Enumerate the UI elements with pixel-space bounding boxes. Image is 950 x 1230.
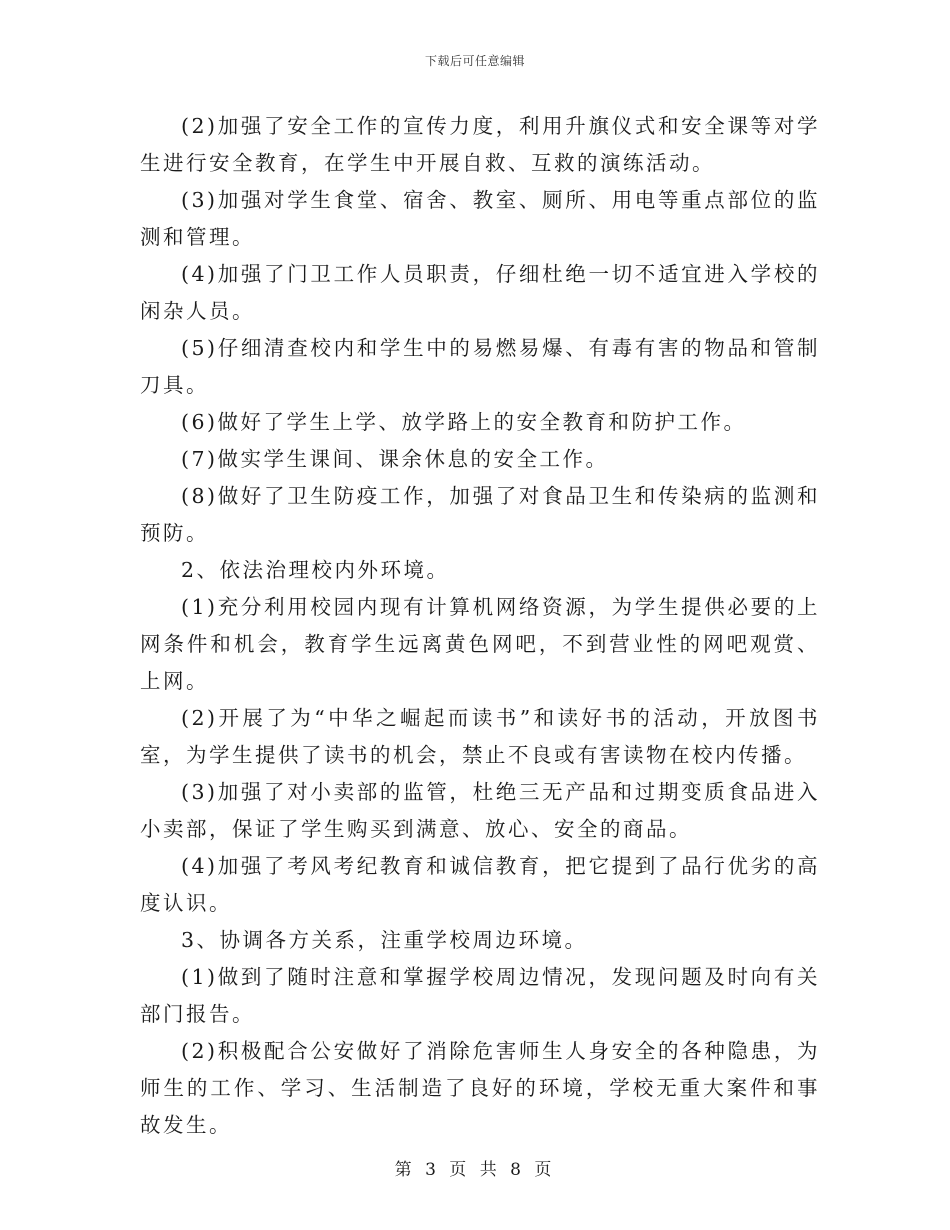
section-heading-2: 2、依法治理校内外环境。 — [181, 558, 450, 582]
paragraph-item-1-network: (1)充分利用校园内现有计算机网络资源，为学生提供必要的上网条件和机会，教育学生远离黄色网吧，不到营业性的网吧观赏、上网。 — [140, 595, 820, 693]
paragraph-item-7-break-safety: (7)做实学生课间、课余休息的安全工作。 — [181, 447, 609, 471]
paragraph-item-6-commute-safety: (6)做好了学生上学、放学路上的安全教育和防护工作。 — [181, 410, 747, 434]
paragraph-item-3-shop: (3)加强了对小卖部的监管，杜绝三无产品和过期变质食品进入小卖部，保证了学生购买到满意、放心、安全的商品。 — [140, 780, 820, 841]
paragraph-item-4-gatekeeping: (4)加强了门卫工作人员职责，仔细杜绝一切不适宜进入学校的闲杂人员。 — [140, 262, 820, 323]
page-header: 下载后可任意编辑 — [424, 54, 525, 68]
paragraph-item-3-monitoring: (3)加强对学生食堂、宿舍、教室、厕所、用电等重点部位的监测和管理。 — [140, 188, 820, 249]
paragraph-item-5-inspection: (5)仔细清查校内和学生中的易燃易爆、有毒有害的物品和管制刀具。 — [140, 336, 820, 397]
paragraph-item-1-surroundings: (1)做到了随时注意和掌握学校周边情况，发现问题及时向有关部门报告。 — [140, 965, 820, 1026]
paragraph-item-8-epidemic-prevention: (8)做好了卫生防疫工作，加强了对食品卫生和传染病的监测和预防。 — [140, 484, 820, 545]
page-footer: 第 3 页 共 8 页 — [394, 1160, 556, 1180]
section-heading-3: 3、协调各方关系，注重学校周边环境。 — [181, 928, 588, 952]
paragraph-item-2-publicity: (2)加强了安全工作的宣传力度，利用升旗仪式和安全课等对学生进行安全教育，在学生中开展自救、互救的演练活动。 — [140, 114, 820, 175]
document-body — [140, 108, 820, 1144]
paragraph-item-2-reading: (2)开展了为“中华之崛起而读书”和读好书的活动，开放图书室，为学生提供了读书的机会，禁止不良或有害读物在校内传播。 — [140, 706, 820, 767]
paragraph-item-4-integrity: (4)加强了考风考纪教育和诚信教育，把它提到了品行优劣的高度认识。 — [140, 854, 820, 915]
paragraph-item-2-police: (2)积极配合公安做好了消除危害师生人身安全的各种隐患，为师生的工作、学习、生活制造了良好的环境，学校无重大案件和事故发生。 — [140, 1039, 820, 1137]
